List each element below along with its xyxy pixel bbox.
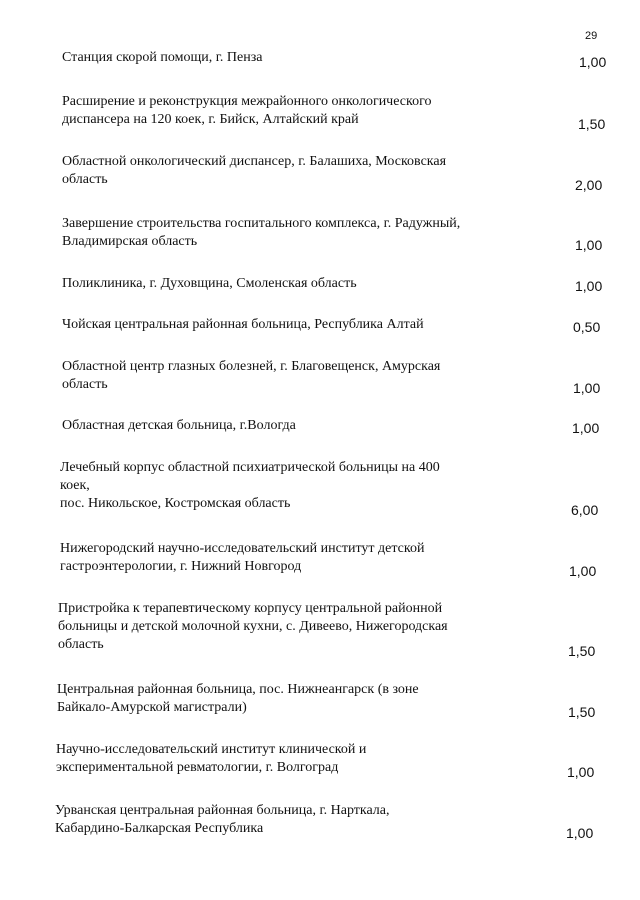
entry-text: Областной онкологический диспансер, г. Балашиха, Московская область	[62, 154, 447, 187]
entry-value: 1,00	[579, 54, 607, 70]
entry-text: Областная детская больница, г.Вологда	[62, 418, 296, 433]
entry-text: Областной центр глазных болезней, г. Благовещенск, Амурская область	[62, 359, 441, 392]
entry-text: Поликлиника, г. Духовщина, Смоленская область	[62, 276, 357, 291]
entry-text: Расширение и реконструкция межрайонного онкологического диспансера на 120 коек, г. Бийск, Алтайский край	[62, 94, 432, 127]
entry-value: 1,00	[567, 764, 595, 780]
entry-text: Научно-исследовательский институт клинической и экспериментальной ревматологии, г. Волгоград	[56, 742, 367, 775]
entry-text: Завершение строительства госпитального комплекса, г. Радужный, Владимирская область	[62, 216, 461, 249]
entry-value: 1,50	[568, 704, 596, 720]
entry-value: 1,50	[578, 116, 606, 132]
entry-value: 1,50	[568, 643, 596, 659]
entry-text: Чойская центральная районная больница, Республика Алтай	[62, 317, 424, 332]
entry-value: 1,00	[569, 563, 597, 579]
entry-text: Урванская центральная районная больница, г. Нарткала, Кабардино-Балкарская Республика	[55, 803, 390, 836]
entry-value: 1,00	[566, 825, 594, 841]
entry-text: Центральная районная больница, пос. Нижнеангарск (в зоне Байкало-Амурской магистрали)	[57, 682, 419, 715]
entry-value: 1,00	[575, 237, 603, 253]
entry-value: 1,00	[575, 278, 603, 294]
entry-value: 6,00	[571, 502, 599, 518]
entry-text: Пристройка к терапевтическому корпусу центральной районной больницы и детской молочной кухни, с. Дивеево, Нижегородская область	[58, 601, 448, 652]
entry-value: 2,00	[575, 177, 603, 193]
entry-text: Лечебный корпус областной психиатрической больницы на 400 коек, пос. Никольское, Костромская область	[60, 460, 440, 511]
entry-value: 1,00	[573, 380, 601, 396]
entry-text: Станция скорой помощи, г. Пенза	[62, 50, 263, 65]
page-number: 29	[585, 30, 598, 42]
entry-value: 0,50	[573, 319, 601, 335]
entry-value: 1,00	[572, 420, 600, 436]
entry-text: Нижегородский научно-исследовательский институт детской гастроэнтерологии, г. Нижний Новгород	[60, 541, 425, 574]
